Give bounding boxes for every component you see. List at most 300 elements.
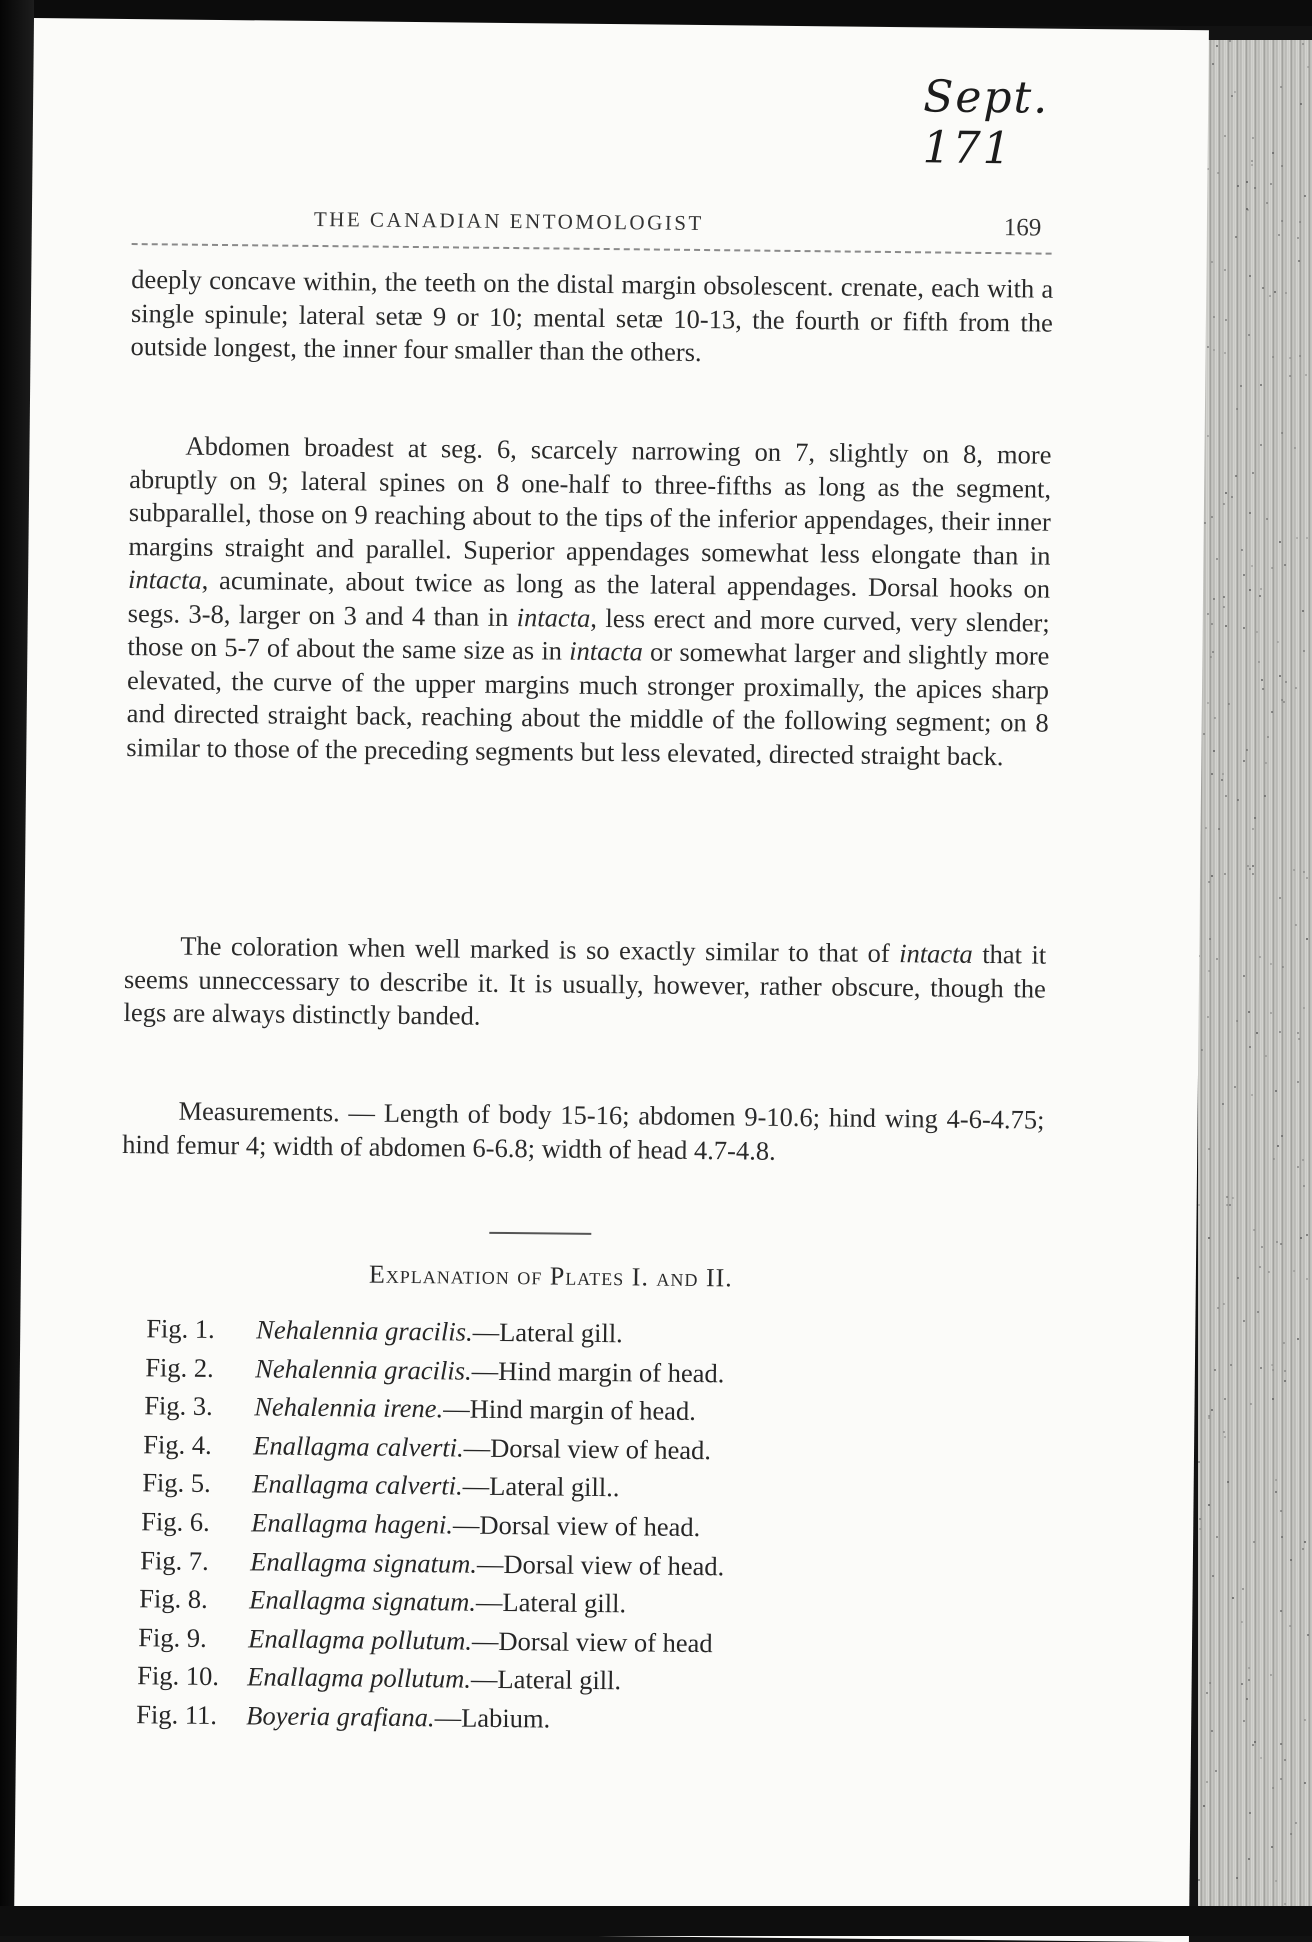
- edge-speck: [1225, 795, 1227, 797]
- edge-speck: [1207, 435, 1209, 437]
- edge-speck: [1259, 956, 1261, 958]
- figure-item: [136, 1695, 842, 1741]
- edge-speck: [1216, 45, 1218, 47]
- edge-speck: [1275, 1491, 1277, 1493]
- edge-speck: [1226, 1204, 1228, 1206]
- edge-speck: [1211, 516, 1213, 518]
- edge-speck: [1260, 1367, 1262, 1369]
- edge-speck: [1241, 1683, 1243, 1685]
- edge-speck: [1277, 1145, 1279, 1147]
- edge-speck: [1243, 1720, 1245, 1722]
- edge-speck: [1237, 185, 1239, 187]
- edge-speck: [1290, 1559, 1292, 1561]
- edge-speck: [1271, 567, 1273, 569]
- figure-number: Fig. 8.: [139, 1583, 208, 1615]
- edge-speck: [1302, 1548, 1304, 1550]
- edge-speck: [1225, 319, 1227, 321]
- edge-speck: [1223, 596, 1225, 598]
- edge-speck: [1306, 537, 1308, 539]
- edge-speck: [1249, 589, 1251, 591]
- edge-speck: [1243, 1320, 1245, 1322]
- page-number: 169: [1003, 214, 1042, 242]
- edge-speck: [1260, 1757, 1262, 1759]
- edge-speck: [1307, 66, 1309, 68]
- edge-speck: [1305, 374, 1307, 376]
- edge-speck: [1277, 641, 1279, 643]
- edge-speck: [1232, 1597, 1234, 1599]
- figure-description: —Lateral gill.: [475, 1586, 627, 1619]
- edge-speck: [1207, 1016, 1209, 1018]
- edge-speck: [1212, 1575, 1214, 1577]
- figure-number: Fig. 11.: [136, 1699, 218, 1730]
- edge-speck: [1246, 749, 1248, 751]
- edge-speck: [1256, 631, 1258, 633]
- edge-speck: [1223, 503, 1225, 505]
- edge-speck: [1224, 135, 1226, 137]
- edge-speck: [1216, 958, 1218, 960]
- figure-number: Fig. 9.: [138, 1621, 207, 1653]
- edge-speck: [1297, 237, 1299, 239]
- edge-speck: [1306, 938, 1308, 940]
- figure-number: Fig. 10.: [137, 1660, 220, 1692]
- edge-speck: [1289, 357, 1291, 359]
- edge-speck: [1270, 1674, 1272, 1676]
- edge-speck: [1293, 869, 1295, 871]
- edge-speck: [1290, 1833, 1292, 1835]
- edge-speck: [1223, 1303, 1225, 1305]
- figure-number: Fig. 7.: [140, 1544, 209, 1576]
- edge-speck: [1302, 1159, 1304, 1161]
- figure-description: —Dorsal view of head: [471, 1625, 713, 1658]
- edge-speck: [1252, 873, 1254, 875]
- edge-speck: [1303, 1007, 1305, 1009]
- edge-speck: [1207, 702, 1209, 704]
- edge-speck: [1260, 444, 1262, 446]
- edge-speck: [1213, 349, 1215, 351]
- edge-speck: [1216, 558, 1218, 560]
- edge-speck: [1271, 1846, 1273, 1848]
- edge-speck: [1260, 588, 1262, 590]
- scan-bottom-border: [0, 1906, 1312, 1936]
- edge-speck: [1210, 656, 1212, 658]
- edge-speck: [1214, 1369, 1216, 1371]
- edge-speck: [1254, 1741, 1256, 1743]
- edge-speck: [1251, 565, 1253, 567]
- edge-speck: [1208, 1148, 1210, 1150]
- edge-speck: [1225, 625, 1227, 627]
- species-name: intacta: [569, 635, 644, 667]
- edge-speck: [1275, 1880, 1277, 1882]
- edge-speck: [1302, 43, 1304, 45]
- edge-speck: [1285, 681, 1287, 683]
- edge-speck: [1303, 871, 1305, 873]
- edge-speck: [1281, 220, 1283, 222]
- edge-speck: [1208, 1415, 1210, 1417]
- edge-speck: [1297, 1338, 1299, 1340]
- edge-speck: [1279, 675, 1281, 677]
- edge-speck: [1279, 897, 1281, 899]
- edge-speck: [1280, 86, 1282, 88]
- edge-speck: [1207, 346, 1209, 348]
- edge-speck: [1306, 1278, 1308, 1280]
- figure-species: Nehalennia gracilis.: [256, 1314, 473, 1347]
- edge-speck: [1279, 1031, 1281, 1033]
- figure-number: Fig. 3.: [144, 1390, 213, 1422]
- edge-speck: [1296, 537, 1298, 539]
- edge-speck: [1211, 261, 1213, 263]
- edge-speck: [1240, 385, 1242, 387]
- edge-speck: [1299, 355, 1301, 357]
- figure-description: —Dorsal view of head.: [463, 1432, 712, 1465]
- edge-speck: [1204, 522, 1206, 524]
- edge-speck: [1212, 651, 1214, 653]
- edge-speck: [1281, 432, 1283, 434]
- edge-speck: [1258, 661, 1260, 663]
- edge-speck: [1208, 881, 1210, 883]
- edge-speck: [1285, 292, 1287, 294]
- edge-speck: [1217, 172, 1219, 174]
- edge-speck: [1236, 408, 1238, 410]
- edge-speck: [1253, 1541, 1255, 1543]
- edge-speck: [1304, 1541, 1306, 1543]
- edge-speck: [1199, 1528, 1201, 1530]
- figure-species: Nehalennia irene.: [254, 1391, 444, 1424]
- figure-species: Enallagma calverti.: [252, 1468, 463, 1501]
- edge-speck: [1289, 375, 1291, 377]
- edge-speck: [1279, 541, 1281, 543]
- edge-speck: [1243, 574, 1245, 576]
- figure-description: —Dorsal view of head.: [452, 1509, 701, 1543]
- edge-speck: [1251, 1094, 1253, 1096]
- edge-speck: [1254, 817, 1256, 819]
- edge-speck: [1269, 295, 1271, 297]
- edge-speck: [1304, 1782, 1306, 1784]
- edge-speck: [1280, 1243, 1282, 1245]
- edge-speck: [1198, 1879, 1200, 1881]
- edge-speck: [1306, 877, 1308, 879]
- edge-speck: [1268, 1271, 1270, 1273]
- edge-speck: [1289, 1625, 1291, 1627]
- edge-speck: [1257, 1311, 1259, 1313]
- edge-speck: [1217, 1307, 1219, 1309]
- edge-speck: [1242, 1588, 1244, 1590]
- edge-speck: [1209, 1682, 1211, 1684]
- edge-speck: [1252, 472, 1254, 474]
- edge-speck: [1284, 1380, 1286, 1382]
- edge-speck: [1248, 1011, 1250, 1013]
- figure-description: —Hind margin of head.: [471, 1355, 725, 1388]
- edge-speck: [1260, 384, 1262, 386]
- edge-speck: [1251, 160, 1253, 162]
- edge-speck: [1252, 1744, 1254, 1746]
- running-head: THE CANADIAN ENTOMOLOGIST: [313, 206, 704, 236]
- edge-speck: [1262, 287, 1264, 289]
- figure-species: Enallagma calverti.: [253, 1430, 464, 1463]
- edge-speck: [1304, 195, 1306, 197]
- edge-speck: [1201, 1049, 1203, 1051]
- edge-speck: [1303, 1185, 1305, 1187]
- edge-speck: [1283, 1342, 1285, 1344]
- edge-speck: [1227, 1481, 1229, 1483]
- species-name: intacta: [899, 938, 973, 969]
- edge-speck: [1295, 1822, 1297, 1824]
- handwritten-note: Sept. 171: [922, 71, 1050, 175]
- figure-description: —Hind margin of head.: [443, 1393, 696, 1427]
- species-name: intacta: [127, 564, 202, 595]
- edge-speck: [1281, 1135, 1283, 1137]
- edge-speck: [1211, 875, 1213, 877]
- edge-speck: [1280, 1743, 1282, 1745]
- edge-speck: [1215, 1770, 1217, 1772]
- edge-speck: [1241, 549, 1243, 551]
- edge-speck: [1224, 1436, 1226, 1438]
- edge-speck: [1223, 1431, 1225, 1433]
- edge-speck: [1231, 496, 1233, 498]
- edge-speck: [1280, 1778, 1282, 1780]
- edge-speck: [1302, 610, 1304, 612]
- edge-speck: [1214, 717, 1216, 719]
- edge-speck: [1249, 275, 1251, 277]
- edge-speck: [1237, 799, 1239, 801]
- figure-species: Enallagma pollutum.: [247, 1661, 472, 1695]
- edge-speck: [1272, 1398, 1274, 1400]
- edge-speck: [1235, 236, 1237, 238]
- edge-speck: [1270, 963, 1272, 965]
- edge-speck: [1284, 1903, 1286, 1905]
- edge-speck: [1208, 1237, 1210, 1239]
- figure-description: —Labium.: [434, 1702, 551, 1734]
- edge-speck: [1243, 975, 1245, 977]
- edge-speck: [1266, 202, 1268, 204]
- edge-speck: [1225, 492, 1227, 494]
- edge-speck: [1212, 63, 1214, 65]
- figure-number: Fig. 4.: [143, 1429, 212, 1460]
- edge-speck: [1295, 924, 1297, 926]
- edge-speck: [1237, 1277, 1239, 1279]
- edge-speck: [1250, 1403, 1252, 1405]
- edge-speck: [1213, 316, 1215, 318]
- edge-speck: [1208, 1417, 1210, 1419]
- edge-speck: [1236, 1877, 1238, 1879]
- edge-speck: [1303, 650, 1305, 652]
- edge-speck: [1265, 1055, 1267, 1057]
- edge-speck: [1265, 762, 1267, 764]
- edge-speck: [1248, 1679, 1250, 1681]
- figure-species: Nehalennia gracilis.: [255, 1352, 472, 1386]
- edge-speck: [1267, 736, 1269, 738]
- edge-speck: [1234, 1086, 1236, 1088]
- edge-speck: [1228, 703, 1230, 705]
- edge-speck: [1221, 779, 1223, 781]
- edge-speck: [1203, 733, 1205, 735]
- edge-speck: [1256, 1032, 1258, 1034]
- edge-speck: [1282, 966, 1284, 968]
- edge-speck: [1273, 1158, 1275, 1160]
- figure-species: Enallagma hageni.: [251, 1507, 454, 1540]
- edge-speck: [1262, 688, 1264, 690]
- edge-speck: [1246, 208, 1248, 210]
- edge-speck: [1203, 1805, 1205, 1807]
- edge-speck: [1297, 1032, 1299, 1034]
- edge-speck: [1270, 1012, 1272, 1014]
- edge-speck: [1243, 760, 1245, 762]
- edge-speck: [1307, 1634, 1309, 1636]
- edge-speck: [1271, 711, 1273, 713]
- edge-speck: [1243, 627, 1245, 629]
- edge-speck: [1278, 234, 1280, 236]
- figure-description: —Lateral gill.: [470, 1664, 622, 1696]
- edge-speck: [1222, 1103, 1224, 1105]
- paragraph-mentum: deeply concave within, the teeth on the distal margin obsolescent. crenate, each with a single spinule; lateral setæ 9 or 10; mental setæ 10-13, the fourth or fifth from the outside longest, the inner four smaller than the others.: [130, 264, 1054, 368]
- edge-speck: [1297, 1166, 1299, 1168]
- edge-speck: [1223, 606, 1225, 608]
- edge-speck: [1293, 1270, 1295, 1272]
- edge-speck: [1270, 183, 1272, 185]
- edge-speck: [1224, 352, 1226, 354]
- edge-speck: [1297, 1081, 1299, 1083]
- figure-number: Fig. 1.: [146, 1313, 215, 1344]
- edge-speck: [1249, 868, 1251, 870]
- edge-speck: [1259, 595, 1261, 597]
- edge-speck: [1284, 1370, 1286, 1372]
- edge-speck: [1213, 598, 1215, 600]
- species-name: intacta: [516, 601, 591, 633]
- edge-speck: [1211, 1409, 1213, 1411]
- edge-speck: [1261, 679, 1263, 681]
- figure-number: Fig. 5.: [142, 1467, 211, 1499]
- edge-speck: [1211, 1730, 1213, 1732]
- edge-speck: [1272, 1787, 1274, 1789]
- edge-speck: [1271, 1364, 1273, 1366]
- edge-speck: [1261, 1246, 1263, 1248]
- edge-speck: [1232, 1197, 1234, 1199]
- edge-speck: [1294, 447, 1296, 449]
- edge-speck: [1272, 152, 1274, 154]
- edge-speck: [1275, 1479, 1277, 1481]
- figure-species: Enallagma signatum.: [249, 1584, 477, 1617]
- edge-speck: [1207, 613, 1209, 615]
- edge-speck: [1266, 518, 1268, 520]
- section-divider: [489, 1232, 591, 1235]
- edge-speck: [1300, 103, 1302, 105]
- edge-speck: [1298, 1038, 1300, 1040]
- edge-speck: [1211, 623, 1213, 625]
- edge-speck: [1276, 1241, 1278, 1243]
- edge-speck: [1206, 1781, 1208, 1783]
- plates-heading: Explanation of Plates I. and II.: [368, 1259, 733, 1293]
- edge-speck: [1280, 1610, 1282, 1612]
- figure-species: Boyeria grafiana.: [246, 1700, 435, 1733]
- edge-speck: [1248, 334, 1250, 336]
- edge-speck: [1209, 938, 1211, 940]
- edge-speck: [1254, 187, 1256, 189]
- edge-speck: [1298, 260, 1300, 262]
- edge-speck: [1252, 828, 1254, 830]
- figure-description: —Lateral gill..: [462, 1470, 620, 1503]
- edge-speck: [1251, 164, 1253, 166]
- paragraph-measurements: Measurements. — Length of body 15-16; abdomen 9-10.6; hind wing 4-6-4.75; hind femur 4; width of abdomen 6-6.8; width of head 4.7-4.8.: [122, 1095, 1045, 1166]
- edge-speck: [1224, 1398, 1226, 1400]
- edge-speck: [1208, 970, 1210, 972]
- edge-speck: [1280, 1510, 1282, 1512]
- edge-speck: [1211, 773, 1213, 775]
- book-page: [14, 18, 1209, 1942]
- edge-speck: [1249, 1046, 1251, 1048]
- edge-speck: [1249, 512, 1251, 514]
- edge-speck: [1306, 1234, 1308, 1236]
- edge-speck: [1198, 1204, 1200, 1206]
- edge-speck: [1236, 1020, 1238, 1022]
- edge-speck: [1304, 1719, 1306, 1721]
- edge-speck: [1281, 165, 1283, 167]
- figure-species: Enallagma signatum.: [250, 1545, 478, 1579]
- edge-speck: [1241, 1621, 1243, 1623]
- edge-speck: [1234, 91, 1236, 93]
- edge-speck: [1199, 1518, 1201, 1520]
- edge-speck: [1252, 865, 1254, 867]
- edge-speck: [1246, 1698, 1248, 1700]
- figure-number: Fig. 6.: [141, 1506, 210, 1537]
- edge-speck: [1224, 269, 1226, 271]
- edge-speck: [1272, 1369, 1274, 1371]
- figure-description: —Dorsal view of head.: [476, 1548, 725, 1581]
- edge-speck: [1213, 750, 1215, 752]
- edge-speck: [1206, 1692, 1208, 1694]
- edge-speck: [1295, 687, 1297, 689]
- edge-speck: [1226, 1196, 1228, 1198]
- edge-speck: [1299, 221, 1301, 223]
- edge-speck: [1284, 564, 1286, 566]
- paragraph-abdomen: Abdomen broadest at seg. 6, scarcely narrowing on 7, slightly on 8, more abruptly on 9; lateral spines on 8 one-half to three-fifths as long as the segment, subparallel, those on 9 reaching about to the tips of the inferior appendages, their inner margins straight and parallel. Superior appendages somewhat less elongate than in intacta, acuminate, about twice as long as the lateral appendages. Dorsal hooks on segs. 3-8, larger on 3 and 4 than in intacta, less erect and more curved, very slender; those on 5-7 of about the same size as in intacta or somewhat larger and slightly more elevated, the curve of the upper margins much stronger proximally, the apices sharp and directed straight back, reaching about the middle of the following segment; on 8 similar to those of the preceding segments but less elevated, directed straight back.: [126, 430, 1052, 771]
- edge-speck: [1281, 699, 1283, 701]
- edge-speck: [1283, 701, 1285, 703]
- edge-speck: [1231, 95, 1233, 97]
- edge-speck: [1252, 137, 1254, 139]
- edge-speck: [1235, 475, 1237, 477]
- figure-list: [136, 1309, 846, 1741]
- edge-speck: [1275, 1090, 1277, 1092]
- edge-speck: [1224, 873, 1226, 875]
- edge-speck: [1248, 1858, 1250, 1860]
- edge-speck: [1248, 1667, 1250, 1669]
- book-fore-edge: [1198, 40, 1312, 1936]
- edge-speck: [1247, 865, 1249, 867]
- edge-speck: [1229, 40, 1231, 42]
- edge-speck: [1300, 1237, 1302, 1239]
- edge-speck: [1208, 1504, 1210, 1506]
- edge-speck: [1229, 1204, 1231, 1206]
- edge-speck: [1222, 773, 1224, 775]
- edge-speck: [1284, 1759, 1286, 1761]
- edge-speck: [1264, 795, 1266, 797]
- edge-speck: [1216, 1536, 1218, 1538]
- edge-speck: [1274, 291, 1276, 293]
- edge-speck: [1272, 356, 1274, 358]
- edge-speck: [1246, 181, 1248, 183]
- figure-number: Fig. 2.: [145, 1351, 214, 1383]
- edge-speck: [1259, 1266, 1261, 1268]
- edge-speck: [1205, 827, 1207, 829]
- edge-speck: [1249, 1812, 1251, 1814]
- paragraph-coloration: The coloration when well marked is so exactly similar to that of intacta that it seems unneccessary to describe it. It is usually, however, rather obscure, though the legs are always distinctly banded.: [123, 930, 1047, 1031]
- edge-speck: [1253, 1229, 1255, 1231]
- header-rule: [132, 243, 1052, 255]
- figure-species: Enallagma pollutum.: [248, 1623, 473, 1656]
- edge-speck: [1218, 828, 1220, 830]
- edge-speck: [1230, 1364, 1232, 1366]
- edge-speck: [1198, 1461, 1200, 1463]
- figure-description: —Lateral gill.: [472, 1316, 623, 1349]
